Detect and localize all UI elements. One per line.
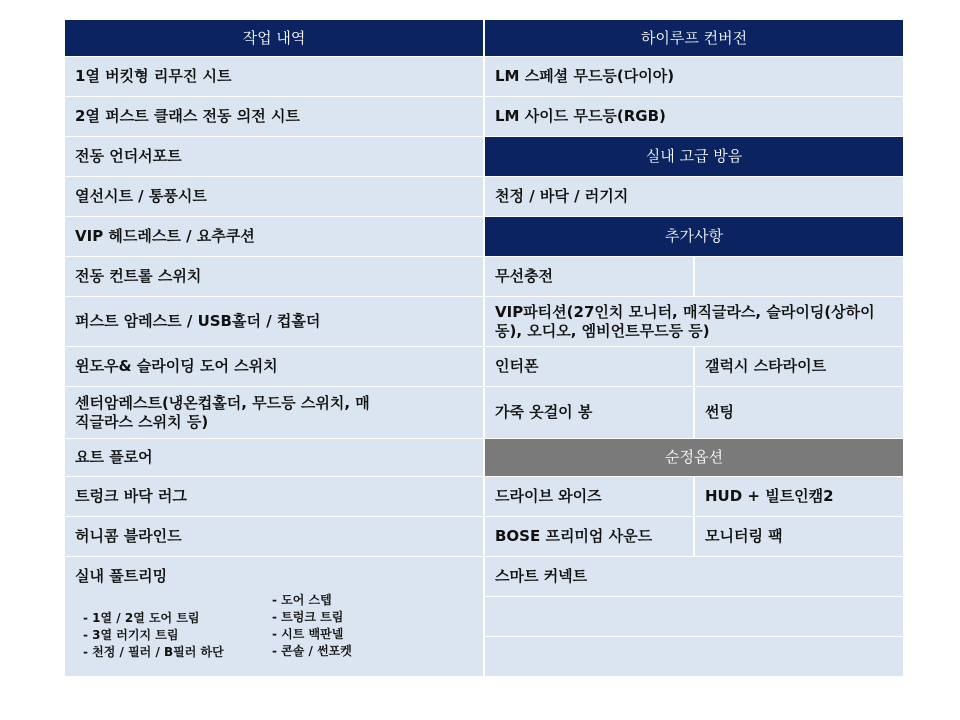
left-item: VIP 헤드레스트 / 요추쿠션 [65, 217, 483, 257]
option-item: BOSE 프리미엄 사운드 [483, 517, 693, 557]
conversion-item: LM 스페셜 무드등(다이아) [483, 57, 903, 97]
option-item: 모니터링 팩 [693, 517, 903, 557]
empty-cell [483, 637, 903, 676]
extra-item: 무선충전 [483, 257, 693, 297]
left-item: 전동 언더서포트 [65, 137, 483, 177]
extra-item-empty [693, 257, 903, 297]
trim-item: - 시트 백판넬 [272, 627, 344, 641]
left-item: 센터암레스트(냉온컵홀더, 무드등 스위치, 매직글라스 스위치 등) [65, 387, 483, 439]
option-item: HUD + 빌트인캠2 [693, 477, 903, 517]
trim-list-2 [272, 592, 352, 660]
sound-item: 천정 / 바닥 / 러기지 [483, 177, 903, 217]
trimming-title: 실내 풀트리밍 [75, 567, 168, 585]
header-factory-options: 순정옵션 [483, 439, 903, 477]
left-item: 열선시트 / 통풍시트 [65, 177, 483, 217]
left-item: 요트 플로어 [65, 439, 483, 477]
left-item: 전동 컨트롤 스위치 [65, 257, 483, 297]
header-high-roof: 하이루프 컨버전 [483, 20, 903, 57]
left-item: 퍼스트 암레스트 / USB홀더 / 컵홀더 [65, 297, 483, 347]
extra-item: VIP파티션(27인치 모니터, 매직글라스, 슬라이딩(상하이동), 오디오, 엠비언트무드등 등) [483, 297, 903, 347]
extra-item: 인터폰 [483, 347, 693, 387]
trim-item: - 콘솔 / 썬포켓 [272, 644, 352, 658]
extra-item: 갤럭시 스타라이트 [693, 347, 903, 387]
trim-item: - 3열 러기지 트림 [83, 628, 179, 642]
option-item: 스마트 커넥트 [483, 557, 903, 597]
trim-item: - 천정 / 필러 / B필러 하단 [83, 645, 224, 659]
spec-table [65, 20, 903, 676]
left-item: 트렁크 바닥 러그 [65, 477, 483, 517]
left-item: 윈도우& 슬라이딩 도어 스위치 [65, 347, 483, 387]
empty-cell [483, 597, 903, 637]
extra-item: 썬팅 [693, 387, 903, 439]
trim-item: - 1열 / 2열 도어 트림 [83, 611, 200, 625]
trim-list-1 [83, 610, 224, 661]
trim-item: - 트렁크 트림 [272, 610, 344, 624]
option-item: 드라이브 와이즈 [483, 477, 693, 517]
left-item: 2열 퍼스트 클래스 전동 의전 시트 [65, 97, 483, 137]
trim-item: - 도어 스텝 [272, 593, 332, 607]
left-header: 작업 내역 [65, 20, 483, 57]
left-item: 허니콤 블라인드 [65, 517, 483, 557]
header-additions: 추가사항 [483, 217, 903, 257]
conversion-item: LM 사이드 무드등(RGB) [483, 97, 903, 137]
column-divider [483, 20, 485, 676]
extra-item: 가죽 옷걸이 봉 [483, 387, 693, 439]
left-item: 1열 버킷형 리무진 시트 [65, 57, 483, 97]
header-soundproofing: 실내 고급 방음 [483, 137, 903, 177]
